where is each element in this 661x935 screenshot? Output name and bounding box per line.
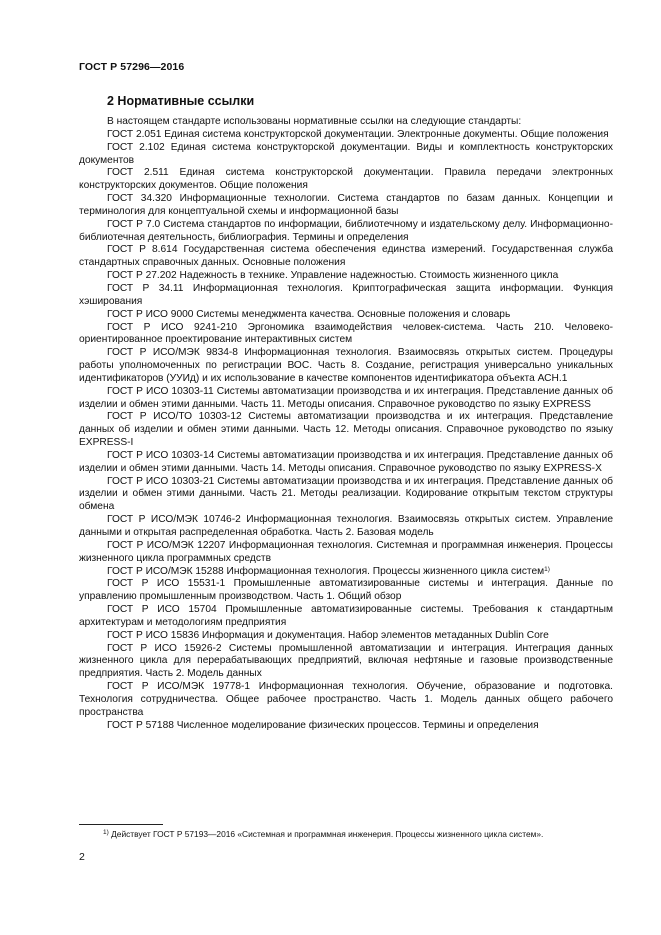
reference-item: ГОСТ Р ИСО/ТО 10303-12 Системы автоматизации производства и их интеграция. Представление данных об изделии и обмен этими данными. Часть 12. Методы описания. Справочное руководство по языку EXPRESS-I	[79, 411, 613, 449]
footnote	[103, 829, 543, 839]
reference-item: ГОСТ Р ИСО 10303-21 Системы автоматизации производства и их интеграция. Представление данных об изделии и обмен этими данными. Часть 21. Методы реализации. Кодирование открытым текстом структуры обмена	[79, 475, 613, 513]
reference-item: ГОСТ Р ИСО 10303-14 Системы автоматизации производства и их интеграция. Представление данных об изделии и обмен этими данными. Часть 14. Методы описания. Справочное руководство по языку EXPRESS-X	[79, 449, 613, 474]
reference-item: ГОСТ Р 34.11 Информационная технология. Криптографическая защита информации. Функция хэширования	[79, 282, 613, 307]
reference-item: ГОСТ 2.051 Единая система конструкторской документации. Электронные документы. Общие положения	[107, 128, 609, 140]
footnote-text: Действует ГОСТ Р 57193—2016 «Системная и программная инженерия. Процессы жизненного цикла систем».	[111, 829, 544, 839]
reference-item: ГОСТ Р ИСО 15704 Промышленные автоматизированные системы. Требования к стандартным архитектурам и методологиям предприятия	[79, 604, 613, 628]
section-title: 2 Нормативные ссылки	[107, 94, 255, 108]
reference-item-with-footnote	[79, 566, 613, 579]
reference-item: ГОСТ Р ИСО 9241-210 Эргономика взаимодействия человек-система. Часть 210. Человеко-ориентированное проектирование интерактивных систем	[79, 321, 613, 346]
reference-item: ГОСТ Р ИСО 9000 Системы менеджмента качества. Основные положения и словарь	[107, 308, 511, 320]
reference-text: ГОСТ Р ИСО/МЭК 15288 Информационная технология. Процессы жизненного цикла систем	[107, 565, 545, 577]
reference-item: ГОСТ Р 7.0 Система стандартов по информации, библиотечному и издательскому делу. Информационно-библиотечная деятельность, библиография. Термины и определения	[79, 218, 613, 243]
reference-item: ГОСТ Р ИСО/МЭК 12207 Информационная технология. Системная и программная инженерия. Процессы жизненного цикла программных средств	[79, 539, 613, 564]
reference-item: ГОСТ Р 27.202 Надежность в технике. Управление надежностью. Стоимость жизненного цикла	[107, 270, 559, 282]
reference-item: ГОСТ Р 8.614 Государственная система обеспечения единства измерений. Государственная служба стандартных справочных данных. Основные положения	[79, 244, 613, 269]
reference-item: ГОСТ Р ИСО 15836 Информация и документация. Набор элементов метаданных Dublin Core	[107, 629, 549, 641]
intro-paragraph: В настоящем стандарте использованы нормативные ссылки на следующие стандарты:	[107, 116, 522, 127]
reference-item: ГОСТ Р ИСО 10303-11 Системы автоматизации производства и их интеграция. Представление данных об изделии и обмен этими данными. Часть 11. Методы описания. Справочное руководство по языку EXPRESS	[79, 385, 613, 410]
reference-item: ГОСТ 2.511 Единая система конструкторской документации. Правила передачи электронных конструкторских документов. Общие положения	[79, 167, 613, 192]
reference-item: ГОСТ Р ИСО 15926-2 Системы промышленной автоматизации и интеграция. Интеграция данных жизненного цикла для перерабатывающих предприятий, включая нефтяные и газовые производственные предприятия. Часть 2. Модель данных	[79, 642, 613, 680]
page-number: 2	[79, 851, 85, 863]
reference-item: ГОСТ 34.320 Информационные технологии. Система стандартов по базам данных. Концепции и терминология для концептуальной схемы и информационной базы	[79, 193, 613, 217]
reference-item: ГОСТ Р ИСО/МЭК 10746-2 Информационная технология. Взаимосвязь открытых систем. Управление данными и открытая распределенная обработка. Часть 2. Базовая модель	[79, 514, 613, 538]
reference-item: ГОСТ Р 57188 Численное моделирование физических процессов. Термины и определения	[107, 719, 539, 731]
reference-item: ГОСТ Р ИСО/МЭК 19778-1 Информационная технология. Обучение, образование и подготовка. Технология сотрудничества. Общее рабочее пространство. Часть 1. Модель данных общего рабочего пространства	[79, 681, 613, 718]
document-header: ГОСТ Р 57296—2016	[79, 61, 185, 73]
reference-item: ГОСТ 2.102 Единая система конструкторской документации. Виды и комплектность конструкторских документов	[79, 141, 613, 166]
reference-item: ГОСТ Р ИСО 15531-1 Промышленные автоматизированные системы и интеграция. Данные по управлению промышленным производством. Часть 1. Общий обзор	[79, 578, 613, 603]
footnote-marker: 1)	[103, 829, 109, 836]
footnote-separator	[79, 824, 163, 825]
references-list	[79, 116, 613, 733]
footnote-reference-marker: 1)	[544, 565, 550, 573]
reference-item: ГОСТ Р ИСО/МЭК 9834-8 Информационная технология. Взаимосвязь открытых систем. Процедуры работы уполномоченных по регистрации ВОС. Часть 8. Создание, регистрация универсально уникальных идентификаторов (УУИд) и их использование в качестве компонентов идентификатора объекта АСН.1	[79, 347, 613, 384]
